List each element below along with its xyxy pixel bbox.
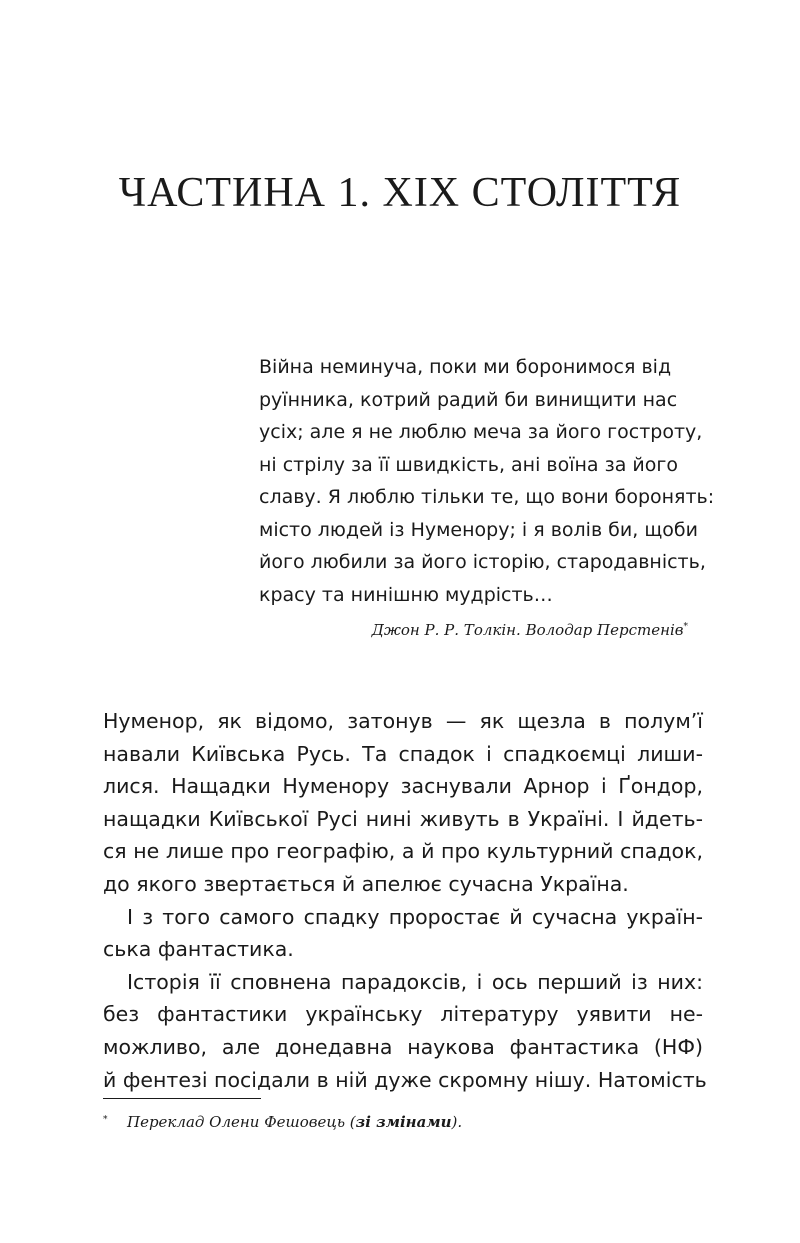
epigraph-source [372, 619, 688, 641]
footnote-reference-mark: * [683, 622, 688, 632]
body-text [103, 705, 707, 1096]
epigraph-line: славу. Я люблю тільки те, що вони боронять: [259, 486, 715, 508]
epigraph-line: ні стрілу за її швидкість, ані воїна за його [259, 453, 678, 476]
chapter-title: ЧАСТИНА 1. ХІХ СТОЛІТТЯ [118, 170, 682, 216]
footnote-tail: ). [451, 1113, 463, 1131]
epigraph-line: усіх; але я не люблю меча за його гостроту, [259, 421, 703, 443]
body-line: нащадки Київської Русі нині живуть в Україні. І йдеть- [103, 806, 703, 831]
body-line: ся не лише про географію, а й про культурний спадок, [103, 839, 703, 864]
epigraph-line: його любили за його історію, стародавність, [259, 551, 706, 573]
epigraph-line: місто людей із Нуменору; і я волів би, щоби [259, 518, 698, 541]
body-line: ська фантастика. [103, 937, 294, 962]
footnote [103, 1111, 462, 1133]
body-line: Історія її сповнена парадоксів, і ось перший із них: [127, 969, 703, 994]
body-line: без фантастики українську літературу уявити не- [103, 1002, 703, 1027]
body-line: І з того самого спадку проростає й сучасна україн- [127, 904, 703, 929]
footnote-divider [103, 1098, 261, 1099]
body-line: можливо, але донедавна наукова фантастика (НФ) [103, 1034, 703, 1059]
footnote-emphasis: зі змінами [355, 1113, 452, 1131]
footnote-text: Переклад Олени Фешовець ( [127, 1113, 356, 1131]
epigraph-line: руїнника, котрий радий би винищити нас [259, 388, 678, 411]
footnote-mark: * [103, 1115, 108, 1125]
body-line: Нуменор, як відомо, затонув — як щезла в полум’ї [103, 709, 703, 733]
body-line: до якого звертається й апелює сучасна Україна. [103, 871, 629, 896]
epigraph-source-text: Джон Р. Р. Толкін. Володар Перстенів [371, 621, 684, 639]
epigraph [259, 351, 715, 611]
body-line: й фентезі посідали в ній дуже скромну нішу. Натомість [103, 1067, 707, 1092]
body-line: навали Київська Русь. Та спадок і спадкоємці лиши- [103, 741, 703, 766]
body-line: лися. Нащадки Нуменору заснували Арнор і Ґондор, [103, 774, 703, 799]
epigraph-line: красу та нинішню мудрість… [259, 583, 553, 606]
epigraph-line: Війна неминуча, поки ми боронимося від [259, 356, 672, 378]
